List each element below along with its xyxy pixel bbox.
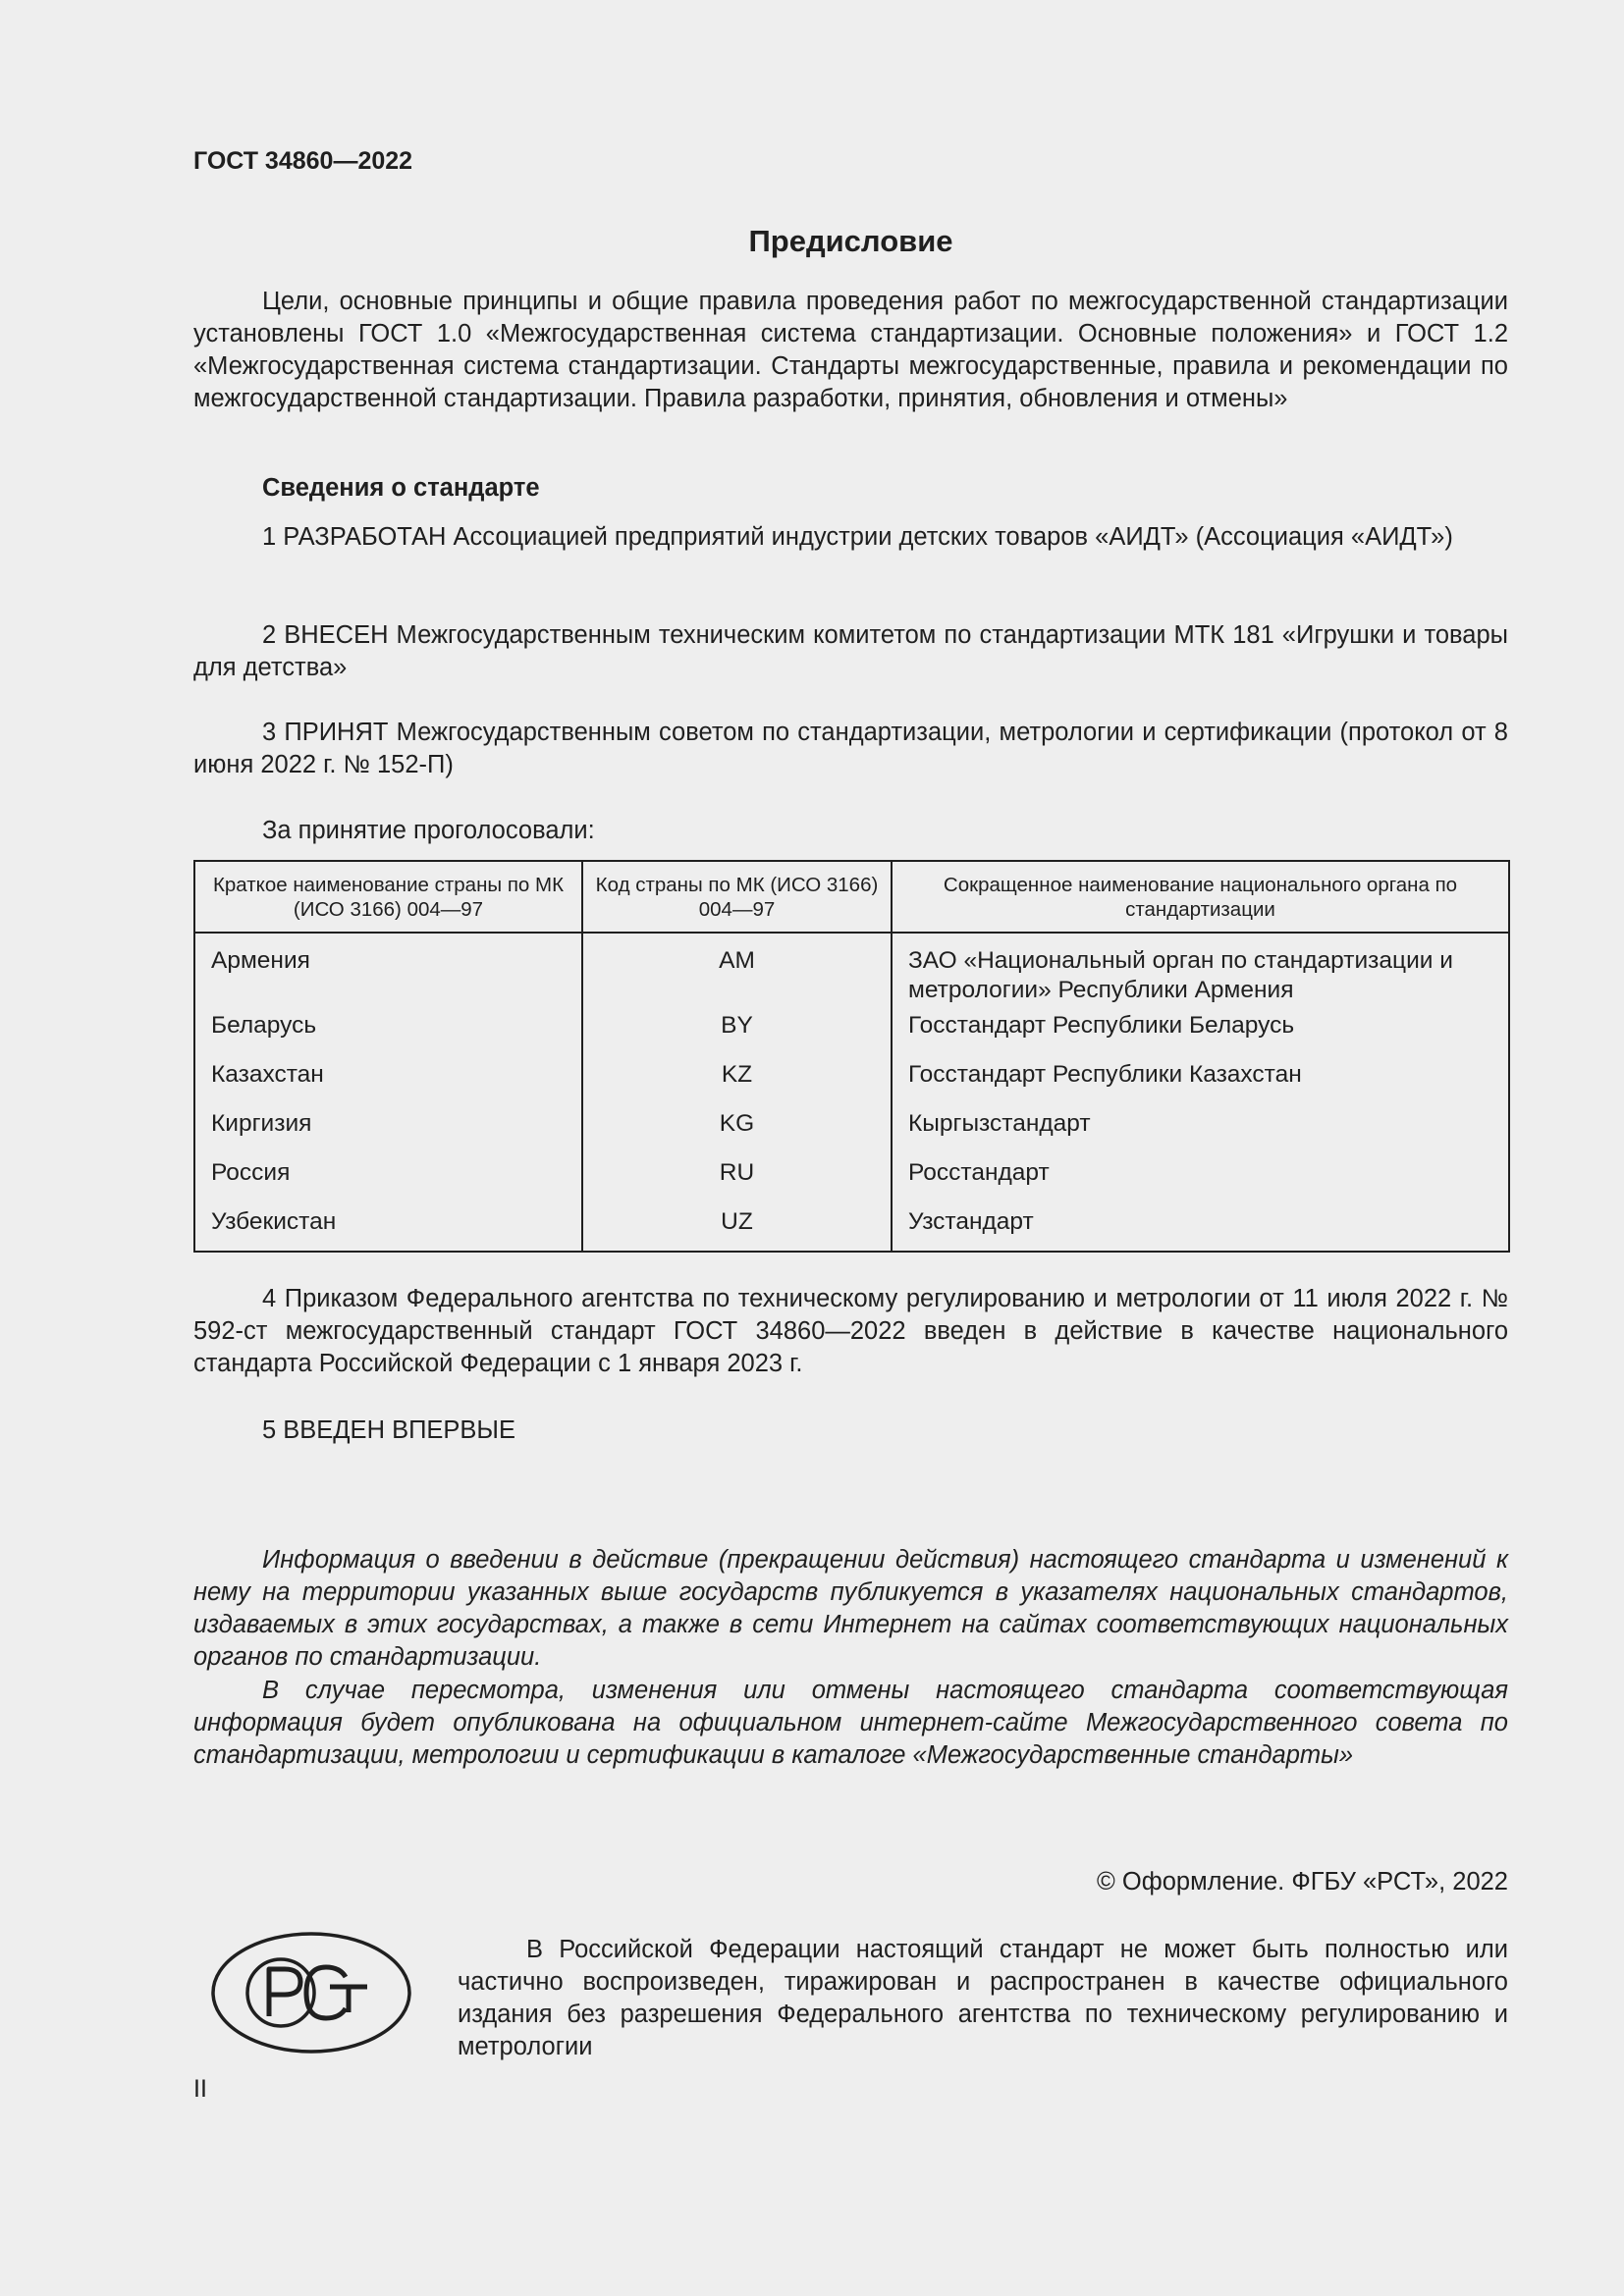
table-header-row xyxy=(194,861,1509,933)
copyright: © Оформление. ФГБУ «РСТ», 2022 xyxy=(1097,1868,1508,1896)
cell-body: Госстандарт Республики Казахстан xyxy=(892,1060,1509,1109)
item-order: 4 Приказом Федерального агентства по техническому регулированию и метрологии от 11 июля 2022 г. № 592-ст межгосударственный стандарт ГОСТ 34860—2022 введен в действие в качестве национального стандарта Российской Федерации с 1 января 2023 г. xyxy=(193,1285,1508,1377)
cell-code: AM xyxy=(582,933,892,1011)
item-developed: 1 РАЗРАБОТАН Ассоциацией предприятий индустрии детских товаров «АИДТ» (Ассоциация «АИДТ») xyxy=(262,523,1453,551)
cell-body: Узстандарт xyxy=(892,1207,1509,1252)
header-body: Сокращенное наименование национального органа по стандартизации xyxy=(892,861,1509,933)
cell-country: Киргизия xyxy=(211,1110,312,1137)
table-row xyxy=(194,1158,1509,1207)
info-notice-p2: В случае пересмотра, изменения или отмены настоящего стандарта соответствующая информация будет опубликована на официальном интернет-сайте Межгосударственного совета по стандартизации, метрологии и сертификации в каталоге «Межгосударственные стандарты» xyxy=(193,1677,1508,1769)
table-row xyxy=(194,1011,1509,1060)
cell-country: Армения xyxy=(211,947,310,974)
cell-country: Узбекистан xyxy=(211,1208,337,1235)
page-number: II xyxy=(193,2075,207,2103)
header-country: Краткое наименование страны по МК (ИСО 3166) 004—97 xyxy=(194,861,582,933)
table-row xyxy=(194,933,1509,1011)
cell-code: KZ xyxy=(582,1060,892,1109)
cell-body: Госстандарт Республики Беларусь xyxy=(892,1011,1509,1060)
cell-country: Россия xyxy=(211,1159,291,1186)
cell-body: Кыргызстандарт xyxy=(892,1109,1509,1158)
cell-country: Казахстан xyxy=(211,1061,324,1088)
item-first: 5 ВВЕДЕН ВПЕРВЫЕ xyxy=(262,1416,516,1444)
header-code: Код страны по МК (ИСО 3166) 004—97 xyxy=(582,861,892,933)
item-introduced: 2 ВНЕСЕН Межгосударственным техническим комитетом по стандартизации МТК 181 «Игрушки и товары для детства» xyxy=(193,621,1508,681)
info-notice-p1: Информация о введении в действие (прекращении действия) настоящего стандарта и изменений к нему на территории указанных выше государств публикуется в указателях национальных стандартов, издаваемых в этих государствах, а также в сети Интернет на сайтах соответствующих национальных органов по стандартизации. xyxy=(193,1546,1508,1671)
votes-label: За принятие проголосовали: xyxy=(262,817,595,844)
reproduction-notice: В Российской Федерации настоящий стандарт не может быть полностью или частично воспроизведен, тиражирован и распространен в качестве официального издания без разрешения Федерального агентства по техническому регулированию и метрологии xyxy=(458,1936,1508,2060)
info-heading: Сведения о стандарте xyxy=(262,474,540,502)
cell-body: Росстандарт xyxy=(892,1158,1509,1207)
cell-code: BY xyxy=(582,1011,892,1060)
votes-table xyxy=(193,860,1510,1253)
intro-paragraph: Цели, основные принципы и общие правила проведения работ по межгосударственной стандартизации установлены ГОСТ 1.0 «Межгосударственная система стандартизации. Основные положения» и ГОСТ 1.2 «Межгосударственная система стандартизации. Стандарты межгосударственные, правила и рекомендации по межгосударственной стандартизации. Правила разработки, принятия, обновления и отмены» xyxy=(193,288,1508,412)
rst-logo-icon xyxy=(210,1930,412,2056)
document-id: ГОСТ 34860—2022 xyxy=(193,147,413,175)
cell-code: KG xyxy=(582,1109,892,1158)
cell-code: UZ xyxy=(582,1207,892,1252)
table-row xyxy=(194,1060,1509,1109)
item-adopted: 3 ПРИНЯТ Межгосударственным советом по стандартизации, метрологии и сертификации (протокол от 8 июня 2022 г. № 152-П) xyxy=(193,719,1508,778)
table-row xyxy=(194,1109,1509,1158)
cell-country: Беларусь xyxy=(211,1012,317,1039)
table-row xyxy=(194,1207,1509,1252)
page-title: Предисловие xyxy=(748,224,953,258)
cell-body: ЗАО «Национальный орган по стандартизации и метрологии» Республики Армения xyxy=(892,933,1509,1011)
cell-code: RU xyxy=(582,1158,892,1207)
